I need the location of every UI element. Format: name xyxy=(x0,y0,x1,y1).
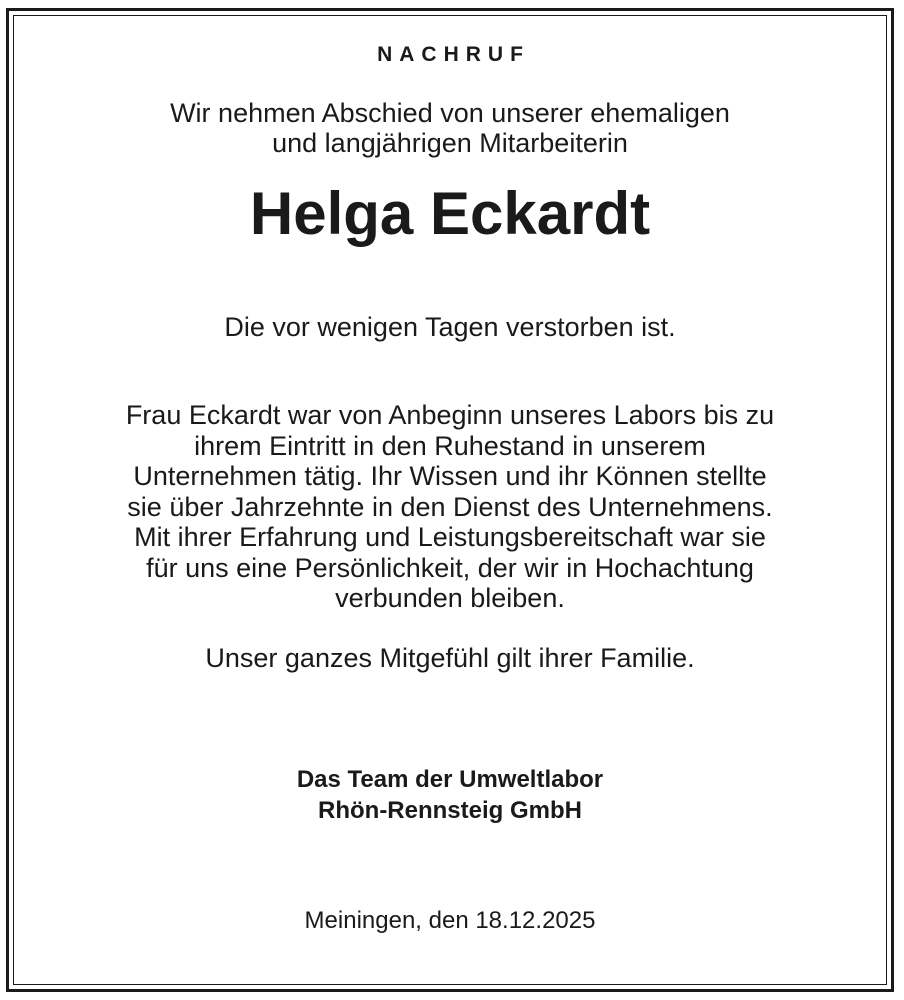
tribute-line: ihrem Eintritt in den Ruhestand in unserem xyxy=(194,430,706,461)
tribute-line: Mit ihrer Erfahrung und Leistungsbereitschaft war sie xyxy=(134,522,766,552)
tribute-line: für uns eine Persönlichkeit, der wir in Hochachtung xyxy=(146,552,754,583)
died-statement: Die vor wenigen Tagen verstorben ist. xyxy=(224,312,676,342)
sender-line: Das Team der Umweltlabor xyxy=(296,766,604,793)
intro-line: und langjährigen Mitarbeiterin xyxy=(272,128,628,158)
deceased-name: Helga Eckardt xyxy=(249,180,651,247)
sympathy-text: Unser ganzes Mitgefühl gilt ihrer Familie. xyxy=(205,643,695,673)
tribute-text xyxy=(14,400,886,614)
tribute-line: Frau Eckardt war von Anbeginn unseres Labors bis zu xyxy=(125,400,775,430)
intro-line: Wir nehmen Abschied von unserer ehemaligen xyxy=(170,98,730,128)
notice-heading: NACHRUF xyxy=(377,43,530,66)
tribute-line: Unternehmen tätig. Ihr Wissen und ihr Können stellte xyxy=(133,461,767,491)
sender-block xyxy=(14,764,886,826)
sender-line: Rhön-Rennsteig GmbH xyxy=(318,797,582,824)
place-and-date: Meiningen, den 18.12.2025 xyxy=(304,907,596,934)
tribute-line: sie über Jahrzehnte in den Dienst des Unternehmens. xyxy=(127,491,773,522)
intro-text xyxy=(14,98,886,158)
tribute-line: verbunden bleiben. xyxy=(335,583,565,613)
